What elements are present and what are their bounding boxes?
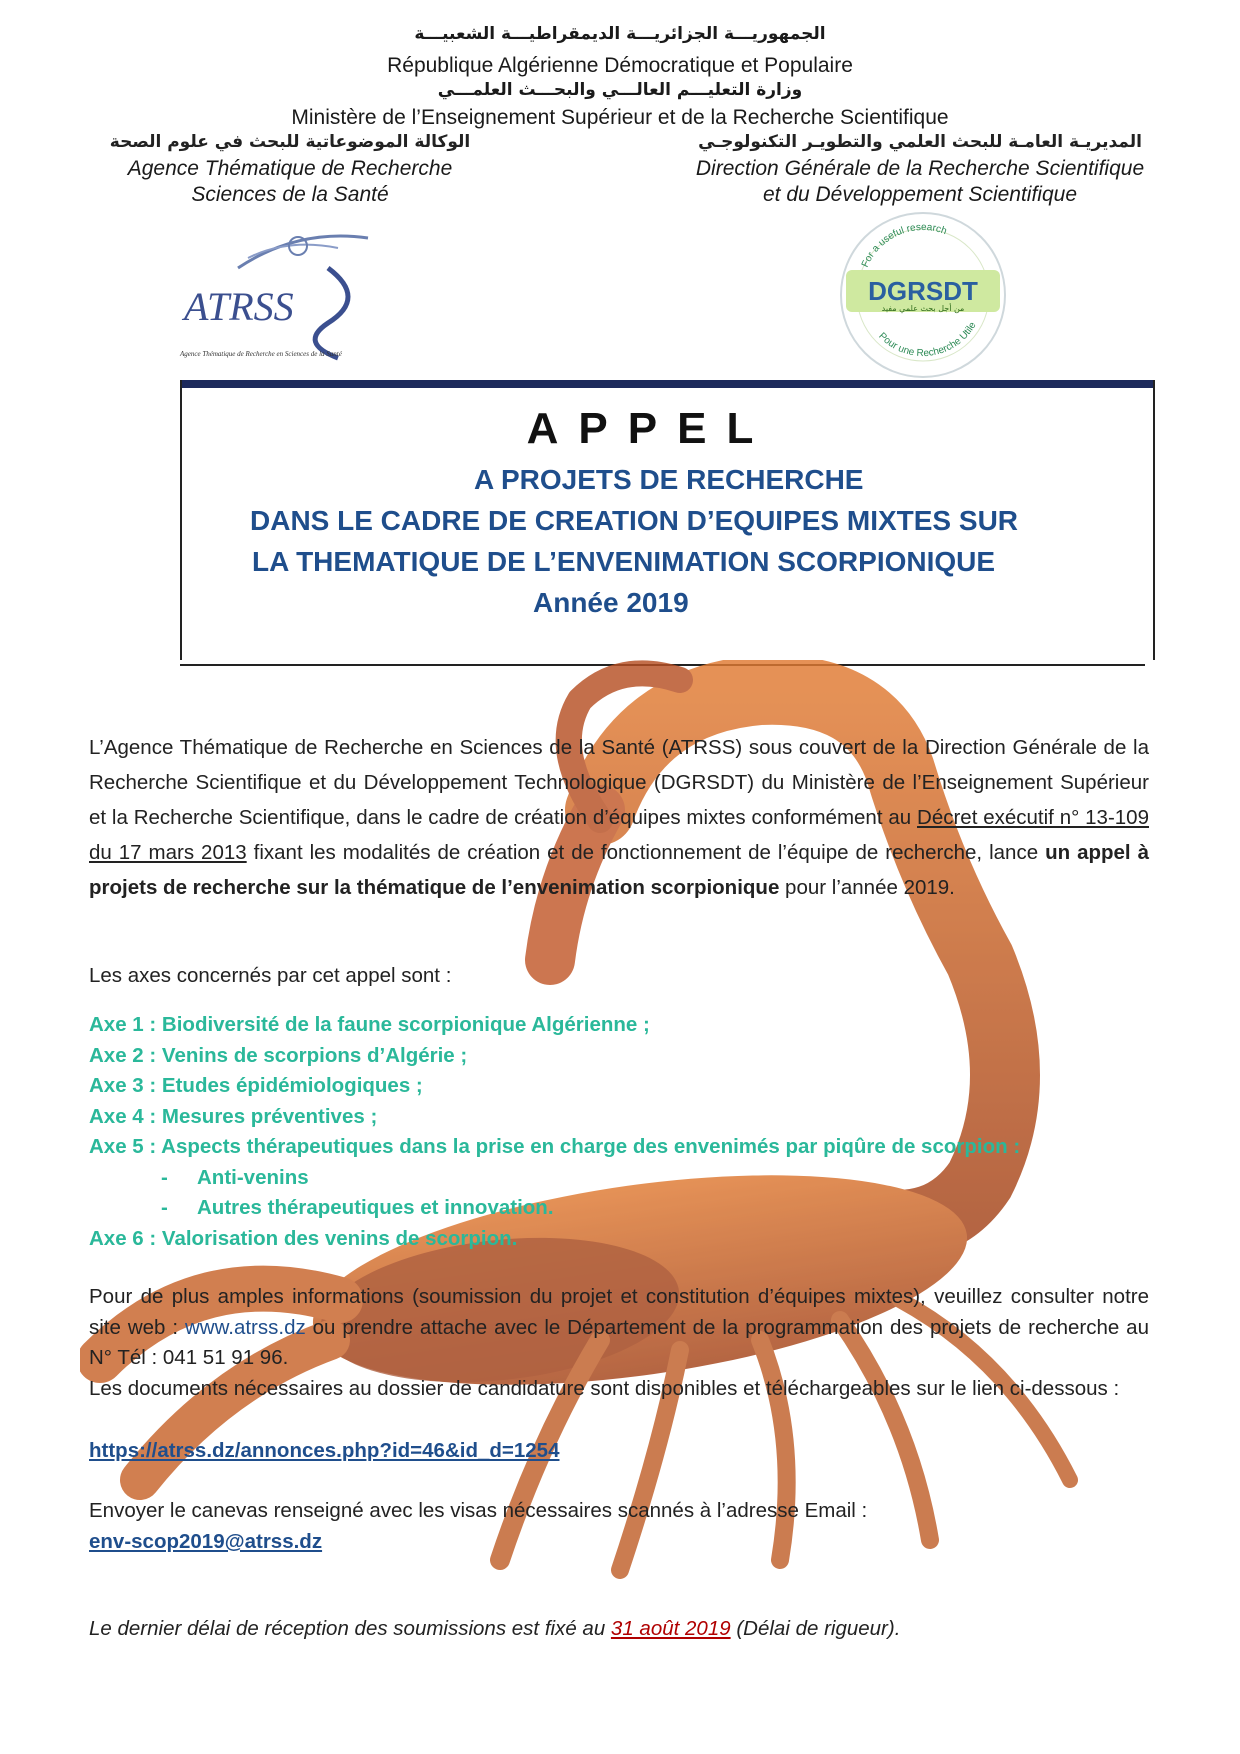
- axe-item: Axe 3 : Etudes épidémiologiques ;: [89, 1074, 423, 1097]
- intro-paragraph: [89, 730, 1149, 905]
- header-ar-republic: الجمهوريـــة الجزائريـــة الديمقراطيـــة الشعبيـــة: [414, 24, 826, 44]
- dgrsdt-arc-bottom: Pour une Recherche Utile: [876, 320, 979, 360]
- info-text-2: ou prendre attache avec le Département de la programmation des projets de recherche au N° Tél : 041 51 91 96.: [89, 1315, 1149, 1369]
- header-ar-ministry: وزارة التعليـــم العالـــي والبحـــث العلمـــي: [437, 80, 803, 100]
- title-line-4: Année 2019: [533, 587, 689, 618]
- deadline-notice: [89, 1617, 1149, 1641]
- agency-ar: الوكالة الموضوعاتية للبحث في علوم الصحة: [109, 132, 471, 152]
- sub-axe-label: Anti-venins: [197, 1165, 309, 1189]
- title-appel: APPEL: [526, 404, 774, 453]
- header-fr-ministry: Ministère de l’Enseignement Supérieur et de la Recherche Scientifique: [291, 106, 949, 129]
- intro-text-3: pour l’année 2019.: [785, 876, 955, 899]
- agency-fr-line1: Agence Thématique de Recherche: [127, 157, 453, 180]
- direction-ar: المديريـة العامـة للبحث العلمي والتطويـر التكنولوجـي: [698, 132, 1142, 152]
- axes-list: [89, 1010, 1149, 1254]
- documents-link-row: [89, 1436, 1149, 1467]
- email-link[interactable]: env-scop2019@atrss.dz: [89, 1530, 323, 1553]
- dgrsdt-arc-top: For a useful research: [859, 221, 949, 270]
- header-left-agency: [100, 132, 480, 208]
- decree-reference: Décret exécutif n° 13-109 du 17 mars 2013: [89, 806, 1149, 864]
- axe-item: Axe 1 : Biodiversité de la faune scorpionique Algérienne ;: [89, 1013, 650, 1036]
- title-box-top-bar: [180, 380, 1155, 388]
- deadline-date: 31 août 2019: [610, 1617, 731, 1640]
- title-box-right-border: [1153, 380, 1155, 660]
- email-instruction: Envoyer le canevas renseigné avec les visas nécessaires scannés à l’adresse Email :: [89, 1499, 868, 1522]
- documents-link[interactable]: https://atrss.dz/annonces.php?id=46&id_d=1254: [89, 1439, 560, 1462]
- title-line-3: LA THEMATIQUE DE L’ENVENIMATION SCORPIONIQUE: [252, 546, 996, 577]
- agency-fr-line2: Sciences de la Santé: [191, 183, 389, 206]
- direction-fr-line2: et du Développement Scientifique: [762, 183, 1078, 206]
- dgrsdt-logo-text: DGRSDT: [868, 276, 978, 306]
- website-link[interactable]: www.atrss.dz: [184, 1315, 306, 1339]
- sub-axe-item: - Autres thérapeutiques et innovation.: [161, 1196, 554, 1219]
- title-line-1: A PROJETS DE RECHERCHE: [474, 464, 864, 495]
- title-line-2: DANS LE CADRE DE CREATION D’EQUIPES MIXTES SUR: [250, 505, 1019, 536]
- title-box: [180, 380, 1155, 658]
- intro-text-1: L’Agence Thématique de Recherche en Sciences de la Santé (ATRSS) sous couvert de la Direction Générale de la Recherche Scientifique et du Développement Technologique (DGRSDT) du Ministère de l’Enseignement Supérieur et la Recherche Scientifique, dans le cadre de création d’équipes mixtes conformément au: [89, 736, 1149, 829]
- info-paragraph: [89, 1282, 1149, 1374]
- deadline-pre: Le dernier délai de réception des soumissions est fixé au: [89, 1617, 606, 1640]
- atrss-logo-text: ATRSS: [184, 284, 294, 329]
- header-right-direction: [660, 132, 1180, 208]
- axe-item: Axe 2 : Venins de scorpions d’Algérie ;: [89, 1043, 468, 1067]
- email-row: [89, 1527, 1149, 1558]
- direction-fr-line1: Direction Générale de la Recherche Scientifique: [695, 157, 1145, 180]
- intro-bold: un appel à projets de recherche sur la thématique de l’envenimation scorpionique: [89, 841, 1149, 899]
- info-text-1: Pour de plus amples informations (soumission du projet et constitution d’équipes mixtes), veuillez consulter notre site web :: [89, 1285, 1149, 1339]
- sub-axe-item: - Anti-venins: [161, 1165, 309, 1189]
- intro-text-2: fixant les modalités de création et de fonctionnement de l’équipe de recherche, lance: [253, 841, 1039, 864]
- axes-intro: Les axes concernés par cet appel sont :: [89, 964, 452, 987]
- sub-axe-label: Autres thérapeutiques et innovation.: [197, 1196, 554, 1219]
- deadline-post: (Délai de rigueur).: [736, 1617, 901, 1640]
- documents-paragraph: Les documents nécessaires au dossier de candidature sont disponibles et téléchargeables sur le lien ci-dessous :: [89, 1377, 1120, 1400]
- axe-item: Axe 5 : Aspects thérapeutiques dans la prise en charge des envenimés par piqûre de scorpion :: [89, 1135, 1021, 1158]
- header-fr-republic: République Algérienne Démocratique et Populaire: [387, 54, 853, 77]
- atrss-logo: [178, 228, 378, 368]
- dgrsdt-logo: [838, 210, 1008, 380]
- dgrsdt-logo-ar: من أجل بحث علمي مفيد: [881, 304, 965, 313]
- axe-item: Axe 6 : Valorisation des venins de scorpion.: [89, 1226, 518, 1250]
- atrss-logo-caption: Agence Thématique de Recherche en Sciences de la Santé: [180, 350, 342, 358]
- axe-item: Axe 4 : Mesures préventives ;: [89, 1104, 378, 1128]
